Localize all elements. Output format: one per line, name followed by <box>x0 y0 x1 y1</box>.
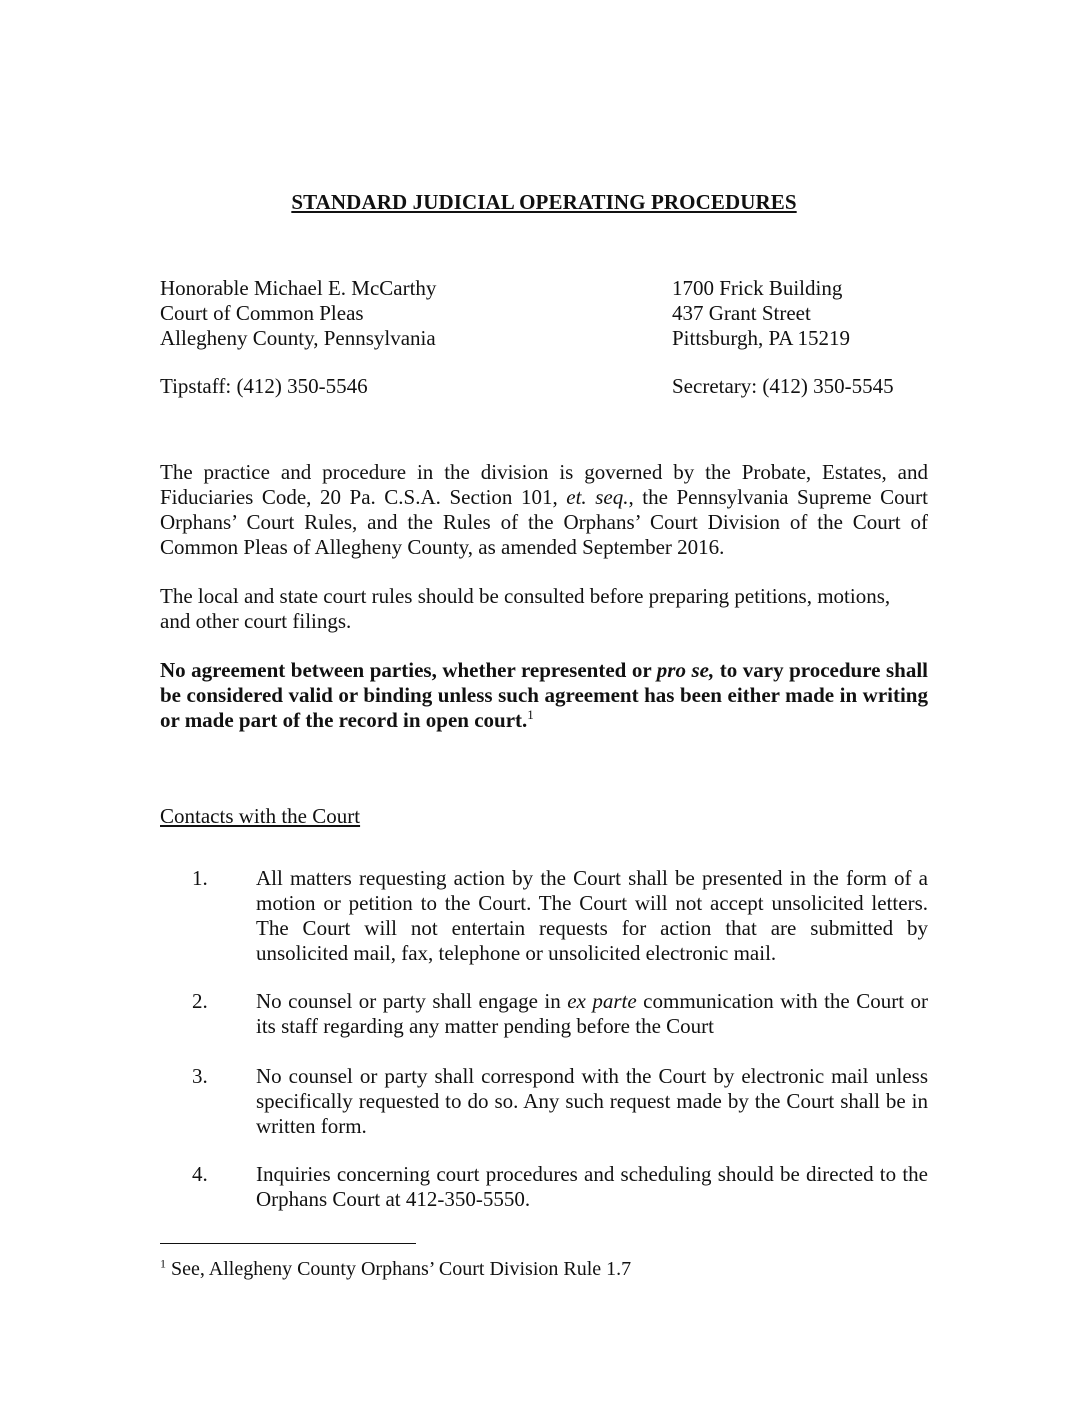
list-item-italic-text: ex parte <box>567 989 637 1013</box>
footnote-separator <box>160 1243 416 1244</box>
paragraph-text: to vary procedure shall be considered valid or binding unless such agreement has been either made in writing or made part of the record in open court. <box>160 658 929 732</box>
list-item-text-part: communication with the Court or its staff regarding any matter pending before the Court <box>256 989 929 1038</box>
consult-rules-paragraph: The local and state court rules should be consulted before preparing petitions, motions, and other court filings. <box>160 584 891 633</box>
list-item <box>160 989 928 1039</box>
agreement-paragraph <box>160 658 928 733</box>
list-item-text <box>256 989 928 1039</box>
paragraph-text: No agreement between parties, whether represented or <box>160 658 657 682</box>
list-item-text: Inquiries concerning court procedures and scheduling should be directed to the Orphans Court at 412-350-5550. <box>256 1162 928 1211</box>
list-item-text-part: No counsel or party shall engage in <box>256 989 568 1013</box>
footnote-marker: 1 <box>160 1256 166 1271</box>
tipstaff-phone: Tipstaff: (412) 350-5546 <box>160 374 368 398</box>
list-item <box>160 1162 928 1212</box>
paragraph-text: , the Pennsylvania Supreme Court Orphans’ Court Rules, and the Rules of the Orphans’ Court Division of the Court of Common Pleas of Allegheny County, as amended September 2016. <box>160 485 929 559</box>
list-item <box>160 866 928 966</box>
paragraph-italic-text: et. seq. <box>566 485 629 509</box>
section-heading: Contacts with the Court <box>160 804 361 828</box>
building-line: 1700 Frick Building <box>672 276 843 300</box>
list-item-number: 1. <box>192 866 208 890</box>
county-name: Allegheny County, Pennsylvania <box>160 326 436 350</box>
list-item-number: 3. <box>192 1064 208 1088</box>
judge-name: Honorable Michael E. McCarthy <box>160 276 437 300</box>
list-item-text: All matters requesting action by the Court shall be presented in the form of a motion or petition to the Court. The Court will not accept unsolicited letters. The Court will not entertain requests for action that are submitted by unsolicited mail, fax, telephone or unsolicited electronic mail. <box>256 866 928 965</box>
list-item-number: 4. <box>192 1162 208 1186</box>
footnote-text: See, Allegheny County Orphans’ Court Division Rule 1.7 <box>166 1258 632 1280</box>
footnote <box>160 1257 631 1282</box>
secretary-phone: Secretary: (412) 350-5545 <box>672 374 894 398</box>
city-line: Pittsburgh, PA 15219 <box>672 326 850 350</box>
paragraph-italic-text: pro se, <box>656 658 715 682</box>
street-address-block <box>672 276 850 351</box>
footnote-reference: 1 <box>527 707 534 722</box>
court-name: Court of Common Pleas <box>160 301 364 325</box>
list-item <box>160 1064 928 1139</box>
list-item-number: 2. <box>192 989 208 1013</box>
governing-rules-paragraph <box>160 460 928 560</box>
judge-address-block <box>160 276 436 351</box>
list-item-text: No counsel or party shall correspond with the Court by electronic mail unless specifically requested to do so. Any such request made by the Court shall be in written form. <box>256 1064 928 1138</box>
document-title: STANDARD JUDICIAL OPERATING PROCEDURES <box>291 190 797 214</box>
paragraph-text: The practice and procedure in the division is governed by the Probate, Estates, and Fiduciaries Code, 20 Pa. C.S.A. Section 101, <box>160 460 928 509</box>
street-line: 437 Grant Street <box>672 301 811 325</box>
